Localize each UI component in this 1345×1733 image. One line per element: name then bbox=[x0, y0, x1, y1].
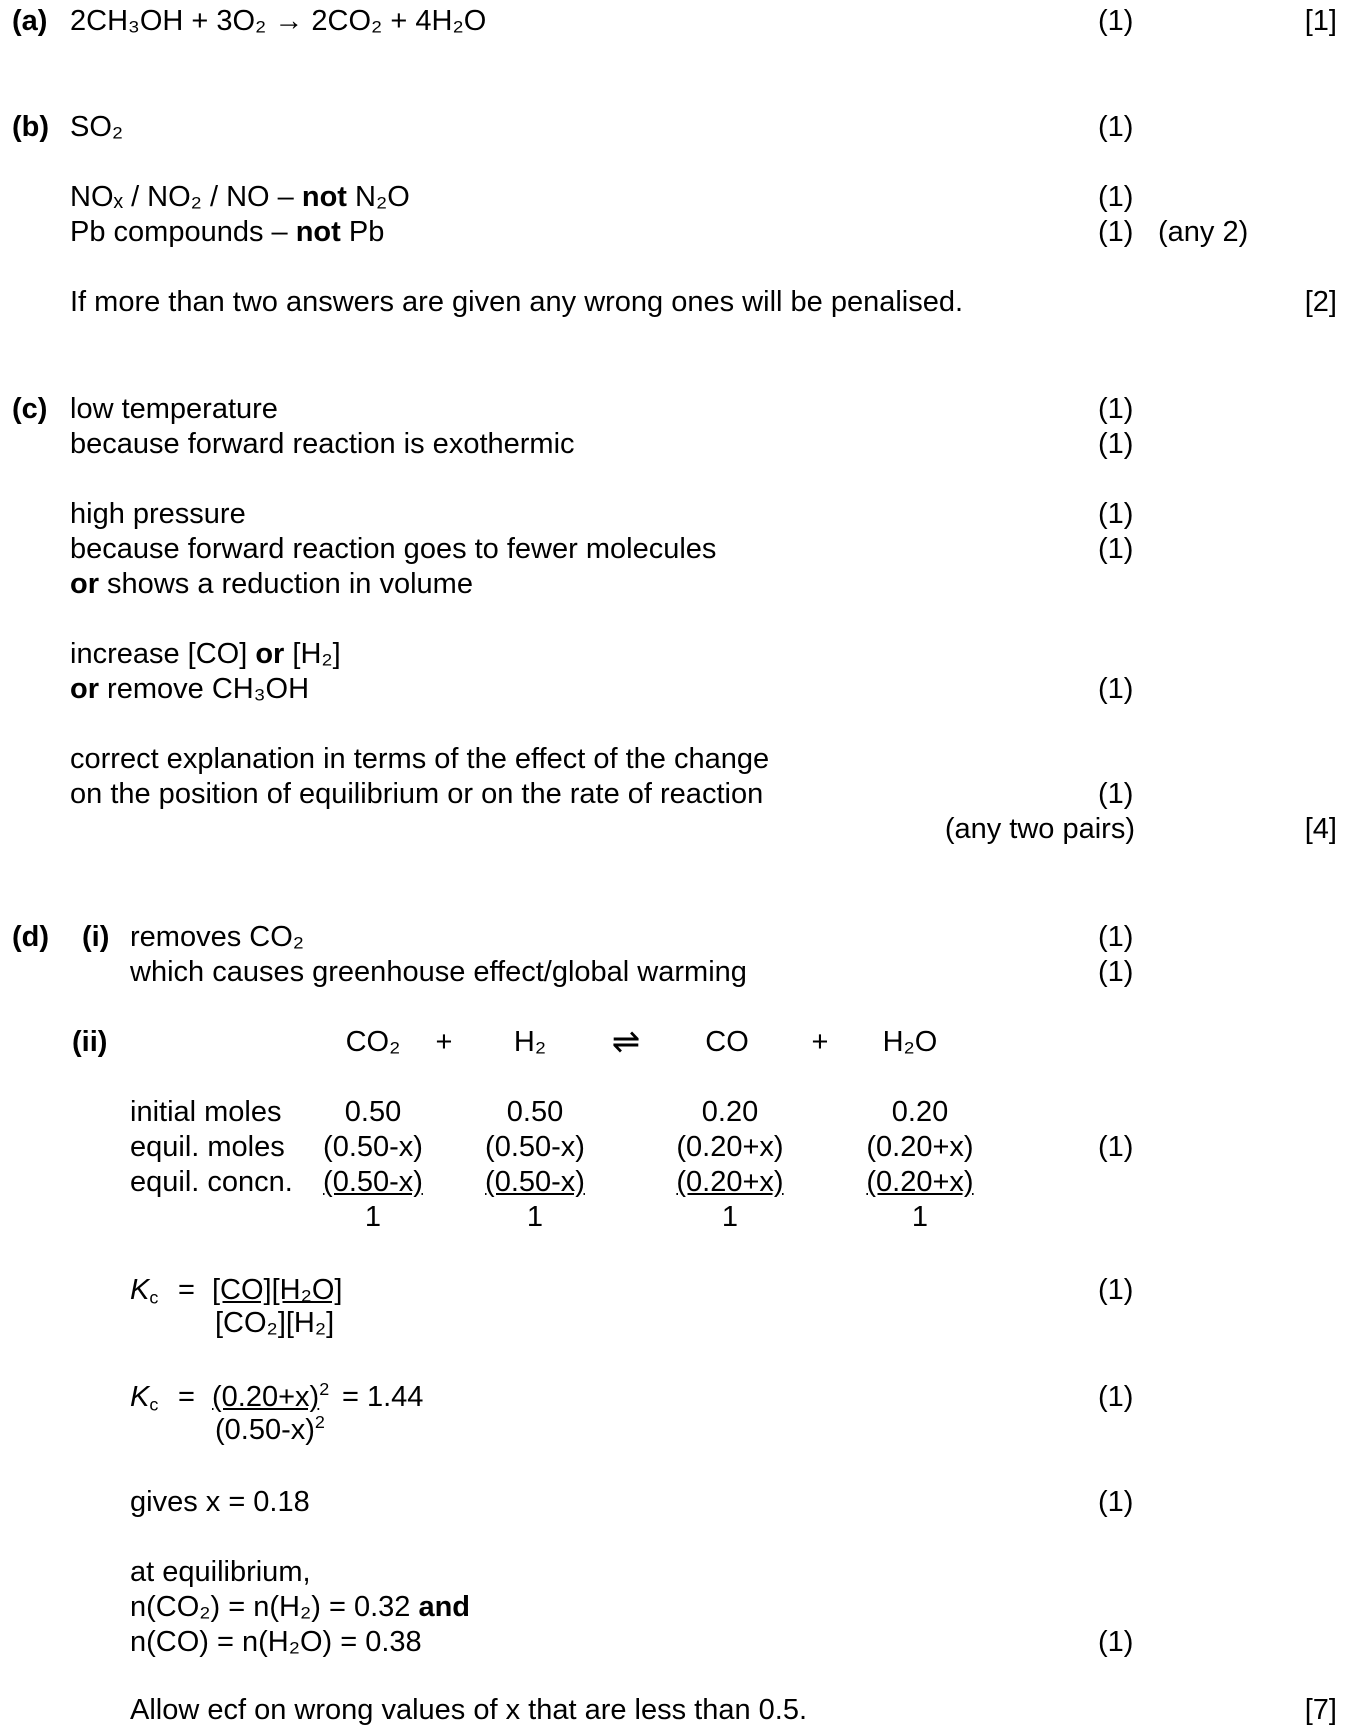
part-c-total: [4] bbox=[1304, 813, 1337, 845]
equilibrium-line1-text: n(CO₂) = n(H₂) = 0.32 bbox=[130, 1591, 419, 1623]
part-d-i-line1-mark: (1) bbox=[1098, 921, 1134, 953]
equilibrium-line2: n(CO) = n(H₂O) = 0.38 bbox=[130, 1626, 422, 1658]
part-d-i-line1: removes CO₂ bbox=[130, 921, 305, 953]
kc2-sub: c bbox=[149, 1394, 159, 1415]
part-b-line1-mark: (1) bbox=[1098, 111, 1134, 143]
table-denominator: 1 bbox=[721, 1201, 739, 1233]
table-cell: (0.50-x) bbox=[323, 1166, 423, 1198]
part-c-label: (c) bbox=[12, 393, 48, 425]
kc2-numerator-sq: 2 bbox=[319, 1379, 330, 1400]
part-c-line4: because forward reaction goes to fewer molecules bbox=[70, 533, 717, 565]
part-b-line2-mark: (1) bbox=[1098, 181, 1134, 213]
table-denominator: 1 bbox=[526, 1201, 544, 1233]
part-b-line2-text: NOₓ / NO₂ / NO – bbox=[70, 181, 302, 213]
table-mark: (1) bbox=[1098, 1131, 1134, 1163]
part-c-line9-mark: (1) bbox=[1098, 778, 1134, 810]
part-b-note: If more than two answers are given any wrong ones will be penalised. bbox=[70, 286, 964, 318]
part-c-line1-mark: (1) bbox=[1098, 393, 1134, 425]
part-c-line5 bbox=[70, 567, 473, 601]
x-mark: (1) bbox=[1098, 1486, 1134, 1518]
kc2-denominator-text: (0.50-x) bbox=[215, 1414, 315, 1446]
part-c-line9: on the position of equilibrium or on the rate of reaction bbox=[70, 778, 764, 810]
part-b-label: (b) bbox=[12, 111, 50, 143]
part-c-line6-text: increase [CO] bbox=[70, 638, 256, 670]
kc-equals: = bbox=[178, 1274, 195, 1306]
part-b-total: [2] bbox=[1304, 286, 1337, 318]
kc2-denominator-sq: 2 bbox=[314, 1412, 325, 1433]
table-cell: (0.20+x) bbox=[866, 1166, 974, 1198]
equilibrium-heading: at equilibrium, bbox=[130, 1556, 311, 1588]
part-c-line3-mark: (1) bbox=[1098, 498, 1134, 530]
equilibrium-line1-and: and bbox=[418, 1591, 471, 1623]
part-c-line3: high pressure bbox=[70, 498, 246, 530]
kc2-denominator bbox=[215, 1413, 325, 1447]
part-c-line5-or: or bbox=[70, 568, 99, 600]
part-b-line2 bbox=[70, 180, 410, 214]
eq-species-h2: H₂ bbox=[513, 1026, 547, 1058]
part-c-line2-mark: (1) bbox=[1098, 428, 1134, 460]
kc1-mark: (1) bbox=[1098, 1274, 1134, 1306]
kc1-numerator: [CO][H₂O] bbox=[212, 1274, 343, 1306]
ecf-note: Allow ecf on wrong values of x that are less than 0.5. bbox=[130, 1694, 808, 1726]
part-c-line2: because forward reaction is exothermic bbox=[70, 428, 575, 460]
row-label-initial: initial moles bbox=[130, 1096, 282, 1128]
part-c-line1: low temperature bbox=[70, 393, 278, 425]
part-c-line4-mark: (1) bbox=[1098, 533, 1134, 565]
part-c-line6 bbox=[70, 637, 341, 671]
part-a-equation: 2CH₃OH + 3O₂ → 2CO₂ + 4H₂O bbox=[70, 5, 487, 37]
table-cell: (0.50-x) bbox=[485, 1166, 585, 1198]
part-b-line3-rest: Pb bbox=[340, 216, 385, 248]
row-label-equil-concn: equil. concn. bbox=[130, 1166, 293, 1198]
kc2-result: = 1.44 bbox=[342, 1381, 424, 1413]
part-c-any: (any two pairs) bbox=[944, 813, 1135, 845]
part-b-line3-mark: (1) bbox=[1098, 216, 1134, 248]
part-a-total: [1] bbox=[1304, 5, 1337, 37]
part-a-label: (a) bbox=[12, 5, 48, 37]
table-cell: (0.50-x) bbox=[485, 1131, 585, 1163]
table-cell: (0.50-x) bbox=[323, 1131, 423, 1163]
kc2-numerator bbox=[212, 1380, 329, 1414]
kc-k: K bbox=[130, 1274, 150, 1306]
kc1-denominator: [CO₂][H₂] bbox=[215, 1307, 335, 1339]
equilibrium-arrow-icon: ⇌ bbox=[611, 1023, 641, 1061]
part-d-ii-label: (ii) bbox=[72, 1026, 108, 1058]
part-d-i-line2: which causes greenhouse effect/global warming bbox=[130, 956, 747, 988]
x-result: gives x = 0.18 bbox=[130, 1486, 310, 1518]
equilibrium-mark: (1) bbox=[1098, 1626, 1134, 1658]
eq-plus-2: + bbox=[811, 1026, 829, 1058]
part-b-line2-not: not bbox=[301, 181, 347, 213]
eq-species-h2o: H₂O bbox=[882, 1026, 938, 1058]
table-cell: 0.20 bbox=[891, 1096, 949, 1128]
part-c-line7-or: or bbox=[70, 673, 99, 705]
table-denominator: 1 bbox=[911, 1201, 929, 1233]
table-cell: 0.20 bbox=[701, 1096, 759, 1128]
kc2-mark: (1) bbox=[1098, 1381, 1134, 1413]
kc2-equals: = bbox=[178, 1381, 195, 1413]
kc-sub: c bbox=[149, 1287, 159, 1308]
table-cell: (0.20+x) bbox=[676, 1131, 784, 1163]
part-d-total: [7] bbox=[1304, 1694, 1337, 1726]
eq-plus-1: + bbox=[435, 1026, 453, 1058]
part-d-label: (d) bbox=[12, 921, 50, 953]
part-b-line1: SO₂ bbox=[70, 111, 124, 143]
table-cell: 0.50 bbox=[344, 1096, 402, 1128]
kc2-k: K bbox=[130, 1381, 150, 1413]
part-b-line2-rest: N₂O bbox=[346, 181, 410, 213]
part-a-mark: (1) bbox=[1098, 5, 1134, 37]
part-c-line7 bbox=[70, 672, 309, 706]
part-c-line7-mark: (1) bbox=[1098, 673, 1134, 705]
row-label-equil-moles: equil. moles bbox=[130, 1131, 285, 1163]
part-c-line6-rest: [H₂] bbox=[284, 638, 341, 670]
table-cell: (0.20+x) bbox=[866, 1131, 974, 1163]
kc-symbol bbox=[130, 1273, 158, 1307]
part-c-line6-or: or bbox=[255, 638, 285, 670]
eq-species-co2: CO₂ bbox=[345, 1026, 401, 1058]
kc2-symbol bbox=[130, 1380, 158, 1414]
part-d-i-line2-mark: (1) bbox=[1098, 956, 1134, 988]
part-c-line7-text: remove CH₃OH bbox=[99, 673, 310, 705]
equilibrium-line1 bbox=[130, 1590, 470, 1624]
part-c-line8: correct explanation in terms of the effect of the change bbox=[70, 743, 770, 775]
table-cell: 0.50 bbox=[506, 1096, 564, 1128]
part-b-line3 bbox=[70, 215, 384, 249]
part-d-i-label: (i) bbox=[82, 921, 110, 953]
table-denominator: 1 bbox=[364, 1201, 382, 1233]
part-b-line3-not: not bbox=[295, 216, 341, 248]
part-b-line3-text: Pb compounds – bbox=[70, 216, 296, 248]
part-c-line5-text: shows a reduction in volume bbox=[99, 568, 473, 600]
kc2-numerator-text: (0.20+x) bbox=[212, 1381, 320, 1413]
eq-species-co: CO bbox=[705, 1026, 749, 1058]
part-b-any: (any 2) bbox=[1158, 216, 1249, 248]
table-cell: (0.20+x) bbox=[676, 1166, 784, 1198]
